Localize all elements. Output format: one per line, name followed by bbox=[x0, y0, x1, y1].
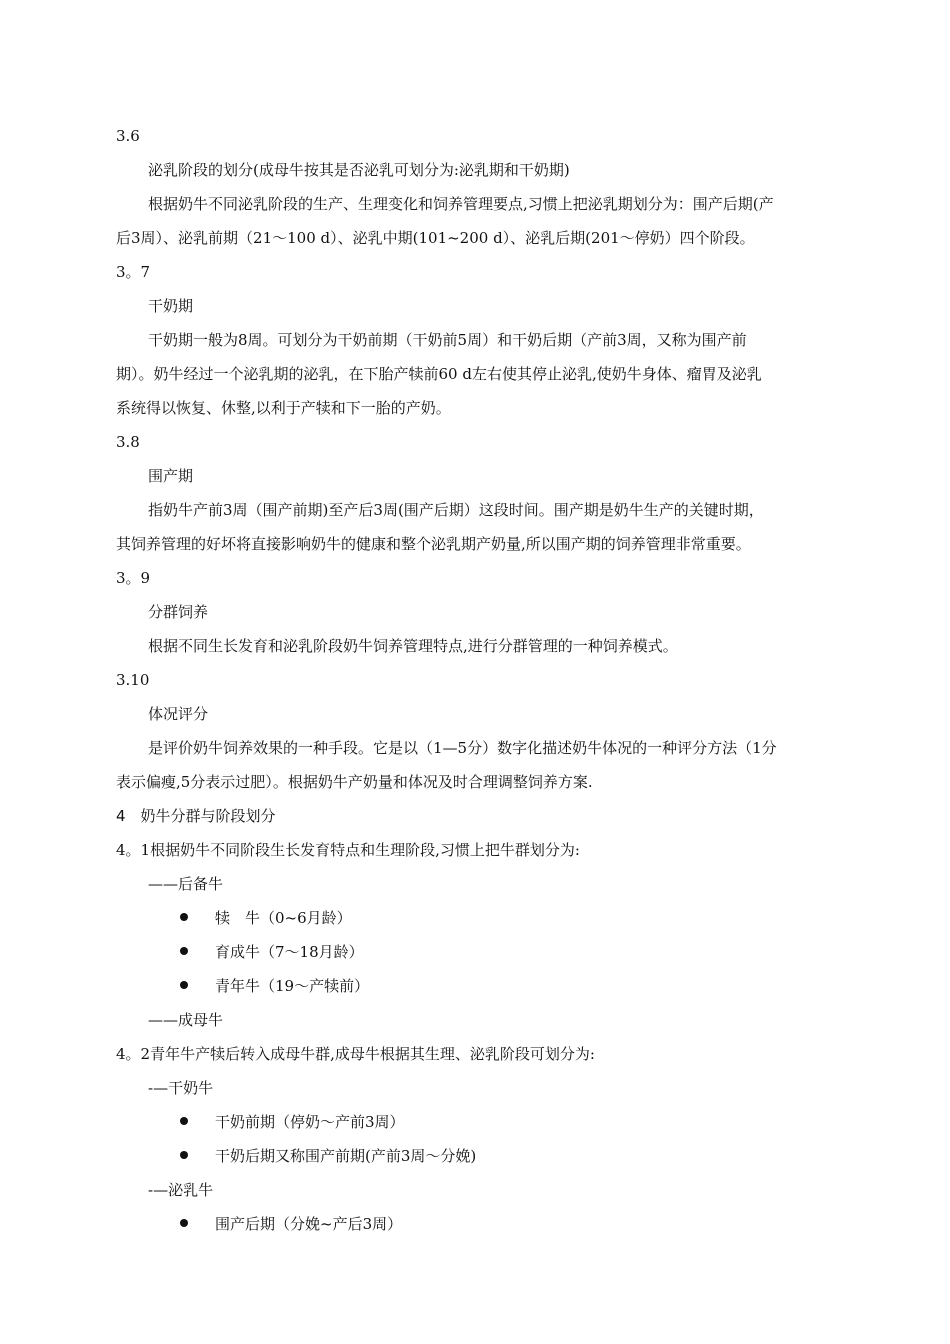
paragraph-line: 表示偏瘦,5分表示过肥）。根据奶牛产奶量和体况及时合理调整饲养方案. bbox=[116, 773, 593, 791]
list-item: 育成牛（7～18月龄） bbox=[215, 943, 364, 961]
list-item: 犊 牛（0~6月龄） bbox=[215, 909, 352, 927]
paragraph-line: 系统得以恢复、休整,以利于产犊和下一胎的产奶。 bbox=[116, 399, 451, 417]
paragraph-line: 期）。奶牛经过一个泌乳期的泌乳，在下胎产犊前60 d左右使其停止泌乳,使奶牛身体、瘤胃及泌乳 bbox=[116, 365, 762, 383]
group-label: -—泌乳牛 bbox=[148, 1181, 214, 1199]
term-line bbox=[148, 160, 570, 180]
paragraph-line: 指奶牛产前3周（围产前期)至产后3周(围产后期）这段时间。围产期是奶牛生产的关键时期， bbox=[148, 501, 764, 519]
term-title: 体况评分 bbox=[148, 705, 209, 723]
list-item: 干奶前期（停奶～产前3周） bbox=[215, 1113, 405, 1131]
bullet-icon bbox=[180, 1117, 188, 1125]
section-number: 3.8 bbox=[116, 433, 140, 451]
bullet-icon bbox=[180, 947, 188, 955]
paragraph-line: 4。2青年牛产犊后转入成母牛群,成母牛根据其生理、泌乳阶段可划分为: bbox=[116, 1045, 595, 1063]
term-title: 围产期 bbox=[148, 467, 194, 485]
section-number: 3。7 bbox=[116, 263, 151, 281]
paragraph-line: 是评价奶牛饲养效果的一种手段。它是以（1—5分）数字化描述奶牛体况的一种评分方法（1分 bbox=[148, 739, 777, 757]
paragraph-line: 根据不同生长发育和泌乳阶段奶牛饲养管理特点,进行分群管理的一种饲养模式。 bbox=[148, 637, 678, 655]
group-label: -—干奶牛 bbox=[148, 1079, 214, 1097]
bullet-icon bbox=[180, 1151, 188, 1159]
paragraph-line: 后3周）、泌乳前期（21～100 d）、泌乳中期(101~200 d）、泌乳后期(201～停奶）四个阶段。 bbox=[116, 229, 755, 247]
list-item: 青年牛（19～产犊前） bbox=[215, 977, 370, 995]
section-heading: 4 奶牛分群与阶段划分 bbox=[116, 807, 276, 825]
term-title: 泌乳阶段的划分 bbox=[148, 161, 254, 179]
bullet-icon bbox=[180, 913, 188, 921]
term-note: (成母牛按其是否泌乳可划分为:泌乳期和干奶期) bbox=[253, 161, 570, 179]
group-label: ——成母牛 bbox=[148, 1011, 224, 1029]
paragraph-line: 4。1根据奶牛不同阶段生长发育特点和生理阶段,习惯上把牛群划分为: bbox=[116, 841, 580, 859]
term-title: 干奶期 bbox=[148, 297, 194, 315]
list-item: 围产后期（分娩~产后3周） bbox=[215, 1215, 403, 1233]
paragraph-line: 其饲养管理的好坏将直接影响奶牛的健康和整个泌乳期产奶量,所以围产期的饲养管理非常重要。 bbox=[116, 535, 751, 553]
group-label: ——后备牛 bbox=[148, 875, 224, 893]
section-number: 3.10 bbox=[116, 671, 150, 689]
paragraph-line: 根据奶牛不同泌乳阶段的生产、生理变化和饲养管理要点,习惯上把泌乳期划分为：围产后期(产 bbox=[148, 195, 774, 213]
section-number: 3。9 bbox=[116, 569, 151, 587]
paragraph-line: 干奶期一般为8周。可划分为干奶前期（干奶前5周）和干奶后期（产前3周，又称为围产前 bbox=[148, 331, 747, 349]
bullet-icon bbox=[180, 1219, 188, 1227]
bullet-icon bbox=[180, 981, 188, 989]
section-number: 3.6 bbox=[116, 127, 140, 145]
term-title: 分群饲养 bbox=[148, 603, 209, 621]
list-item: 干奶后期又称围产前期(产前3周～分娩) bbox=[215, 1147, 477, 1165]
